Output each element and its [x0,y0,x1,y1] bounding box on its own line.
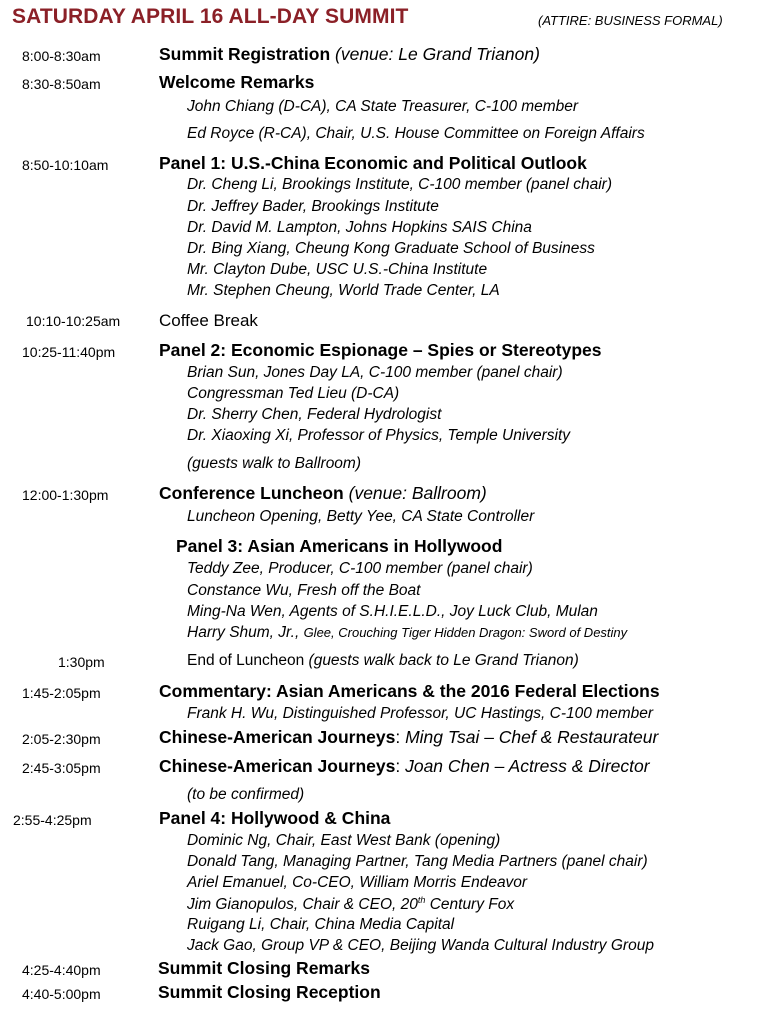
session-panel3-title: Panel 3: Asian Americans in Hollywood [176,536,503,556]
time-closing-remarks: 4:25-4:40pm [22,962,101,978]
speaker: Frank H. Wu, Distinguished Professor, UC Hastings, C-100 member [187,705,654,722]
speaker: Constance Wu, Fresh off the Boat [187,582,421,599]
time-closing-reception: 4:40-5:00pm [22,986,101,1002]
time-end-luncheon: 1:30pm [58,654,105,670]
attire-note: (ATTIRE: BUSINESS FORMAL) [538,13,723,28]
end-luncheon-title: End of Luncheon [187,652,305,669]
time-registration: 8:00-8:30am [22,48,101,64]
session-title: Chinese-American Journeys [159,756,396,776]
page-title: SATURDAY APRIL 16 ALL-DAY SUMMIT [12,5,409,28]
speaker: Dr. Cheng Li, Brookings Institute, C-100 member (panel chair) [187,176,613,193]
time-journey2: 2:45-3:05pm [22,760,101,776]
colon: : [395,727,401,747]
session-venue: (venue: Ballroom) [348,483,487,503]
session-panel2-title: Panel 2: Economic Espionage – Spies or Stereotypes [159,340,602,360]
session-panel4-title: Panel 4: Hollywood & China [159,808,391,828]
guest-note: (guests walk to Ballroom) [187,455,362,472]
session-closing-remarks-title: Summit Closing Remarks [158,958,370,978]
time-luncheon: 12:00-1:30pm [22,487,109,503]
session-luncheon [159,483,487,504]
speaker-jim [187,895,514,914]
speaker: Jack Gao, Group VP & CEO, Beijing Wanda Cultural Industry Group [187,937,654,954]
time-commentary: 1:45-2:05pm [22,685,101,701]
speaker: Congressman Ted Lieu (D-CA) [187,385,400,402]
speaker: Dr. Xiaoxing Xi, Professor of Physics, Temple University [187,427,571,444]
session-detail: Joan Chen – Actress & Director [405,756,650,776]
colon: : [395,756,401,776]
time-welcome: 8:30-8:50am [22,76,101,92]
session-title: Summit Registration [159,44,331,64]
session-welcome-title: Welcome Remarks [159,72,315,92]
time-panel1: 8:50-10:10am [22,157,109,173]
speaker: Dr. Bing Xiang, Cheung Kong Graduate School of Business [187,240,595,257]
speaker: Dr. Sherry Chen, Federal Hydrologist [187,406,442,423]
speaker-text: Century Fox [425,896,515,914]
speaker-credits: Glee, Crouching Tiger Hidden Dragon: Sword of Destiny [303,625,628,640]
end-luncheon [187,652,579,670]
luncheon-opening: Luncheon Opening, Betty Yee, CA State Controller [187,508,535,525]
speaker: Dr. David M. Lampton, Johns Hopkins SAIS China [187,219,532,236]
speaker: Teddy Zee, Producer, C-100 member (panel chair) [187,560,533,577]
time-panel2: 10:25-11:40pm [22,344,116,360]
session-title: Conference Luncheon [159,483,344,503]
speaker: Ruigang Li, Chair, China Media Capital [187,916,455,933]
speaker: Mr. Clayton Dube, USC U.S.-China Institute [187,261,488,278]
session-detail: Ming Tsai – Chef & Restaurateur [405,727,659,747]
speaker: Mr. Stephen Cheung, World Trade Center, LA [187,282,500,299]
speaker: Ariel Emanuel, Co-CEO, William Morris Endeavor [187,874,528,891]
superscript: th [417,895,426,905]
speaker-text: Jim Gianopulos, Chair & CEO, 20 [187,896,418,914]
speaker: Donald Tang, Managing Partner, Tang Media Partners (panel chair) [187,853,648,870]
speaker: Ming-Na Wen, Agents of S.H.I.E.L.D., Joy Luck Club, Mulan [187,603,598,620]
session-coffee-title: Coffee Break [159,311,258,330]
speaker: Dominic Ng, Chair, East West Bank (opening) [187,832,501,849]
session-closing-reception-title: Summit Closing Reception [158,982,381,1002]
time-coffee: 10:10-10:25am [26,313,121,329]
speaker: Ed Royce (R-CA), Chair, U.S. House Committee on Foreign Affairs [187,125,645,142]
time-journey1: 2:05-2:30pm [22,731,101,747]
session-journey1 [159,727,658,748]
session-commentary-title: Commentary: Asian Americans & the 2016 Federal Elections [159,681,660,701]
speaker: John Chiang (D-CA), CA State Treasurer, C-100 member [187,98,579,115]
speaker-name: Harry Shum, Jr., [187,624,300,641]
session-venue: (venue: Le Grand Trianon) [335,44,540,64]
speaker-harry [187,624,627,642]
end-luncheon-note: (guests walk back to Le Grand Trianon) [308,652,579,669]
session-journey2 [159,756,650,777]
session-panel1-title: Panel 1: U.S.-China Economic and Political Outlook [159,153,587,173]
time-panel4: 2:55-4:25pm [13,812,92,828]
confirm-note: (to be confirmed) [187,786,305,803]
speaker: Dr. Jeffrey Bader, Brookings Institute [187,198,439,215]
session-title: Chinese-American Journeys [159,727,396,747]
session-registration [159,44,540,65]
speaker: Brian Sun, Jones Day LA, C-100 member (panel chair) [187,364,563,381]
